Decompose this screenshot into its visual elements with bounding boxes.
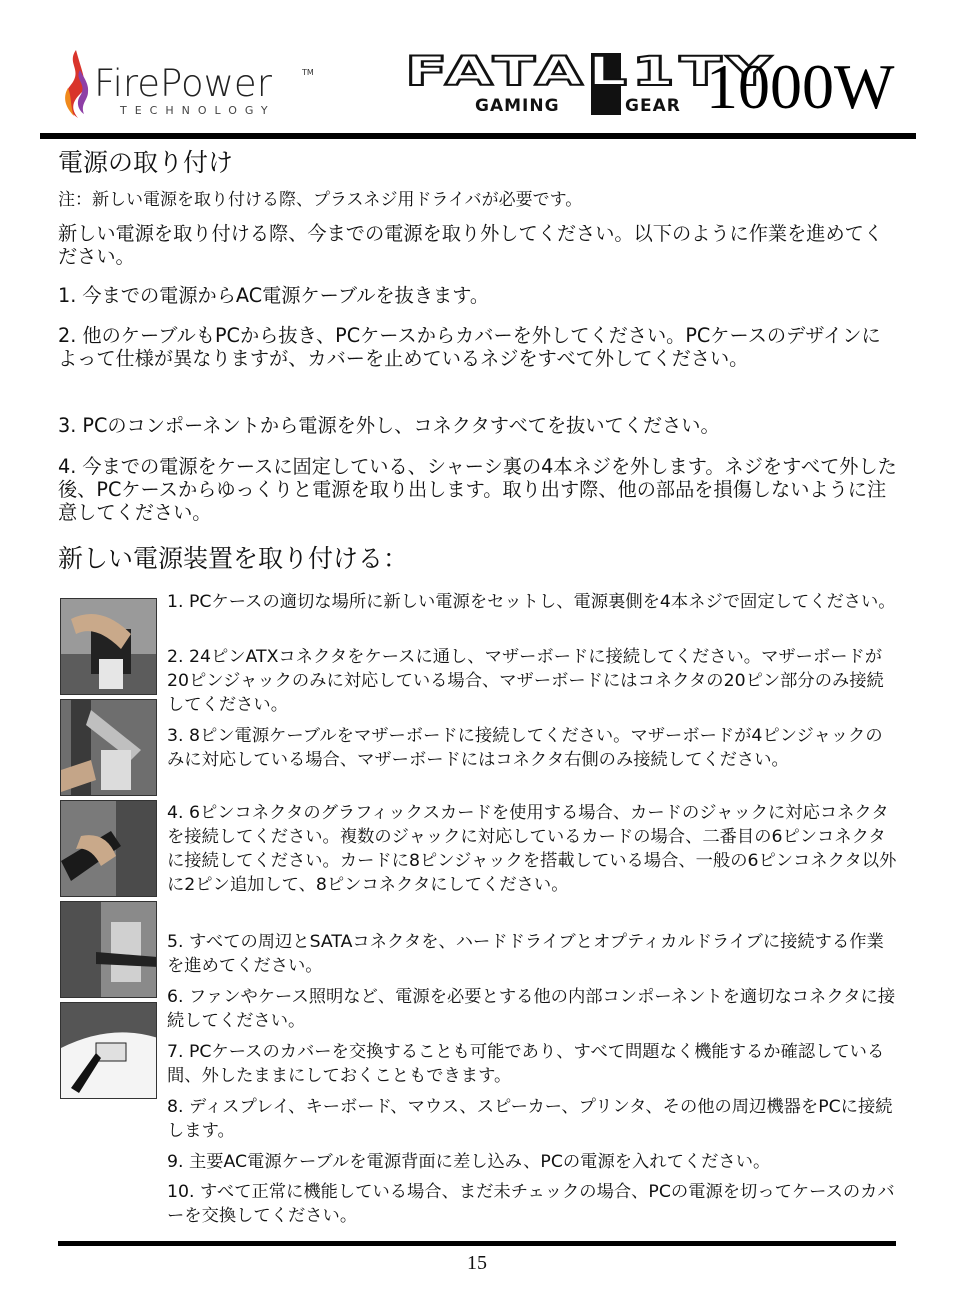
install-step: 6. ファンやケース照明など、電源を必要とする他の内部コンポーネントを適切なコネクタに接続してください。 bbox=[167, 987, 896, 1031]
install-step: 8. ディスプレイ、キーボード、マウス、スピーカー、プリンタ、その他の周辺機器をPCに接続します。 bbox=[167, 1097, 893, 1141]
firepower-logo bbox=[58, 48, 318, 123]
page-number: 15 bbox=[467, 1252, 487, 1274]
brand-name: FirePower bbox=[94, 62, 272, 105]
install-step: 9. 主要AC電源ケーブルを電源背面に差し込み、PCの電源を入れてください。 bbox=[167, 1152, 771, 1172]
photo-8pin bbox=[60, 800, 157, 897]
install-step: 2. 24ピンATXコネクタをケースに通し、マザーボードに接続してください。マザーボードが20ピンジャックのみに対応している場合、マザーボードにはコネクタの20ピン部分のみ接続してください。 bbox=[167, 647, 884, 715]
removal-step: 4. 今までの電源をケースに固定している、シャーシ裏の4本ネジを外します。ネジをすべて外した後、PCケースからゆっくりと電源を取り出します。取り出す際、他の部品を損傷しないように注意してください。 bbox=[58, 455, 897, 524]
flame-icon bbox=[58, 48, 92, 120]
removal-step: 2. 他のケーブルもPCから抜き、PCケースからカバーを外してください。PCケースのデザインによって仕様が異なりますが、カバーを止めているネジをすべて外してください。 bbox=[58, 324, 881, 370]
removal-step: 1. 今までの電源からAC電源ケーブルを抜きます。 bbox=[58, 284, 490, 307]
section-title-new-psu: 新しい電源装置を取り付ける： bbox=[58, 544, 409, 573]
fatal1ty-wordmark: FATAL1TY bbox=[405, 49, 776, 95]
fatal1ty-gear: GEAR bbox=[625, 96, 681, 116]
section-title-installation: 電源の取り付け bbox=[58, 148, 234, 177]
removal-step: 3. PCのコンポーネントから電源を外し、コネクタすべてを抜いてください。 bbox=[58, 414, 720, 437]
tool-note: 注：新しい電源を取り付ける際、プラスネジ用ドライバが必要です。 bbox=[58, 190, 583, 210]
install-step: 1. PCケースの適切な場所に新しい電源をセットし、電源裏側を4本ネジで固定してください。 bbox=[167, 592, 896, 612]
model-label: 1000W bbox=[706, 51, 895, 122]
photo-psu-mount bbox=[60, 598, 157, 695]
fatal1ty-subline bbox=[475, 96, 681, 116]
install-step: 4. 6ピンコネクタのグラフィックスカードを使用する場合、カードのジャックに対応コネクタを接続してください。複数のジャックに対応しているカードの場合、二番目の6ピンコネクタに接続してください。カードに8ピンジャックを搭載している場合、一般の6ピンコネクタ以外に2ピン追加して、8ピンコネクタにしてください。 bbox=[167, 803, 897, 895]
install-step: 10. すべて正常に機能している場合、まだ未チェックの場合、PCの電源を切ってケースのカバーを交換してください。 bbox=[167, 1182, 895, 1226]
page-header bbox=[0, 0, 954, 140]
photo-graphics-card bbox=[60, 901, 157, 998]
footer-rule bbox=[58, 1241, 896, 1246]
install-step: 3. 8ピン電源ケーブルをマザーボードに接続してください。マザーボードが4ピンジャックのみに対応している場合、マザーボードにはコネクタ右側のみ接続してください。 bbox=[167, 726, 883, 770]
header-rule bbox=[40, 133, 916, 139]
fatal1ty-logo bbox=[405, 49, 776, 121]
photo-24pin bbox=[60, 699, 157, 796]
brand-tagline: TECHNOLOGY bbox=[120, 104, 276, 117]
brand-tm: TM bbox=[302, 68, 314, 77]
photo-sata bbox=[60, 1002, 157, 1099]
fatal1ty-gaming: GAMING bbox=[475, 96, 560, 116]
intro-paragraph: 新しい電源を取り付ける際、今までの電源を取り外してください。以下のように作業を進めてください。 bbox=[58, 222, 884, 268]
install-step: 5. すべての周辺とSATAコネクタを、ハードドライブとオプティカルドライブに接続する作業を進めてください。 bbox=[167, 932, 884, 976]
install-step: 7. PCケースのカバーを交換することも可能であり、すべて問題なく機能するか確認している間、外したままにしておくこともできます。 bbox=[167, 1042, 885, 1086]
